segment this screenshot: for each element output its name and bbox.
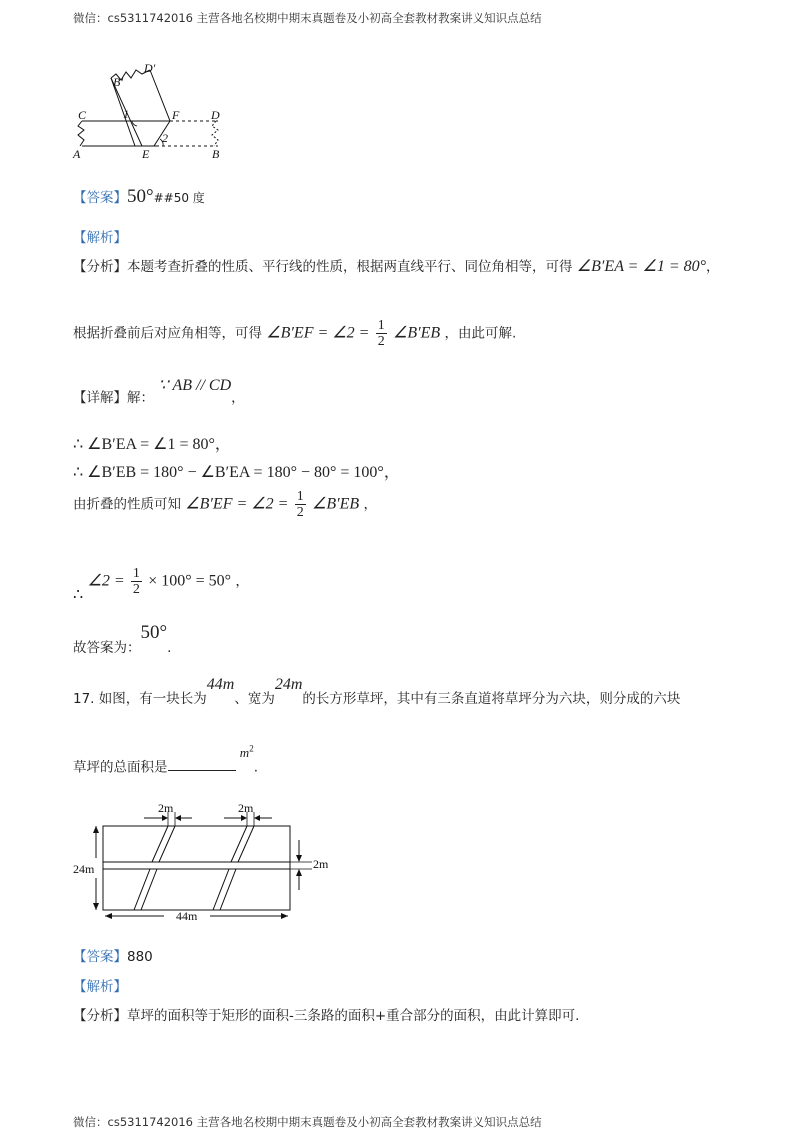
q16-step4-fraction: $\frac{1}{2}$ [132,566,140,597]
q16-step4-math-a: ∠2 = [87,572,125,590]
q16-step3-math-b: ∠B′EB [312,495,360,513]
q17-analysis-tag: 【解析】 [73,979,127,995]
q16-step3-fraction: $\frac{1}{2}$ [296,489,304,520]
q16-step3-math-a: ∠B′EF = ∠2 = [185,495,289,513]
q17-fenxi-tag: 【分析】 [73,1008,127,1024]
folding-figure [68,58,238,162]
q16-fenxi-end: ， [706,259,720,275]
q16-step4-end: ， [235,573,249,590]
q16-fenxi-math: ∠B′EA = ∠1 = 80° [576,258,707,275]
q16-answer-tag: 【答案】 [73,190,127,206]
label-e: E [142,147,150,161]
q17-fenxi-line [73,1007,579,1025]
q16-fenxi-line [73,258,720,276]
q16-fenxi-text: 本题考查折叠的性质、平行线的性质，根据两直线平行、同位角相等，可得 [127,259,573,275]
q16-answer-line [73,188,205,207]
q17-answer-line [73,948,153,966]
q16-line2-math-a: ∠B′EF = ∠2 = [266,324,370,342]
label-d: D [211,108,220,122]
q16-fenxi-tag: 【分析】 [73,259,127,275]
label-d-prime: D' [144,61,156,75]
q17-unit: $m^2$ [239,744,254,761]
lawn-figure [72,798,342,930]
label-b: B [212,147,220,161]
q17-answer-tag: 【答案】 [73,949,127,965]
label-angle-2: 2 [162,131,168,145]
page-footer: 微信：cs5311742016 主营各地名校期中期末真题卷及小初高全套教材教案讲义知识点总结 [73,1115,542,1129]
q16-final-end: . [167,640,172,656]
lawn-label-top-2: 2m [238,801,254,815]
q16-step3-end: ， [363,496,377,513]
q17-text-2: 、宽为 [234,691,275,707]
q16-line2-math-b: ∠B′EB [393,324,441,342]
q16-final-text: 故答案为： [73,640,141,656]
q16-step4 [73,566,249,605]
q16-step3-text: 由折叠的性质可知 [73,496,181,513]
lawn-label-top-1: 2m [158,801,174,815]
q16-final-math: 50° [140,622,168,643]
q17-length: 44m [206,676,235,693]
q17-fenxi-text: 草坪的面积等于矩形的面积-三条路的面积+重合部分的面积，由此计算即可. [127,1008,580,1024]
lawn-label-right: 2m [313,857,329,871]
q16-line2-text: 根据折叠前后对应角相等，可得 [73,325,262,342]
label-c: C [78,108,87,122]
q16-answer-value: 50° [127,186,154,207]
q16-detail-end: ， [231,390,245,406]
lawn-label-left: 24m [73,862,95,876]
q17-answer-value: 880 [127,949,153,965]
q16-step3 [73,489,377,520]
page-header: 微信：cs5311742016 主营各地名校期中期末真题卷及小初高全套教材教案讲义知识点总结 [73,11,542,25]
q16-analysis-tag: 【解析】 [73,230,127,246]
q16-line2 [73,318,516,349]
q16-detail-math: ∵ AB // CD [158,377,232,394]
lawn-label-bottom: 44m [176,909,198,923]
q16-step1: ∴ ∠B′EA = ∠1 = 80°， [73,436,231,453]
q16-final-line [73,622,172,657]
q16-step4-therefore: ∴ [73,586,84,604]
q16-step4-math-b: × 100° = 50° [148,572,232,590]
q17-number: 17. [73,691,95,707]
q17-text-1: 如图，有一块长为 [98,691,207,707]
q16-detail-tag: 【详解】解： [73,390,154,406]
q17-question-line2 [73,742,258,776]
q16-step2: ∴ ∠B′EB = 180° − ∠B′EA = 180° − 80° = 100°， [73,464,400,481]
label-b-prime: B' [113,75,123,89]
q16-answer-suffix: ##50 度 [153,191,205,205]
q16-line2-end: ，由此可解. [444,325,517,342]
label-a: A [73,147,81,161]
q17-answer-blank[interactable] [168,756,236,771]
q17-text-4: 草坪的总面积是 [73,759,168,776]
q16-detail-line [73,377,245,407]
q17-width: 24m [274,676,303,693]
q17-text-5: . [253,759,258,776]
q17-text-3: 的长方形草坪，其中有三条直道将草坪分为六块，则分成的六块 [302,691,681,707]
q17-question-line1 [73,676,681,708]
label-angle-1: 1 [123,107,129,121]
label-f: F [172,108,180,122]
q16-line2-fraction: $\frac{1}{2}$ [377,318,385,349]
